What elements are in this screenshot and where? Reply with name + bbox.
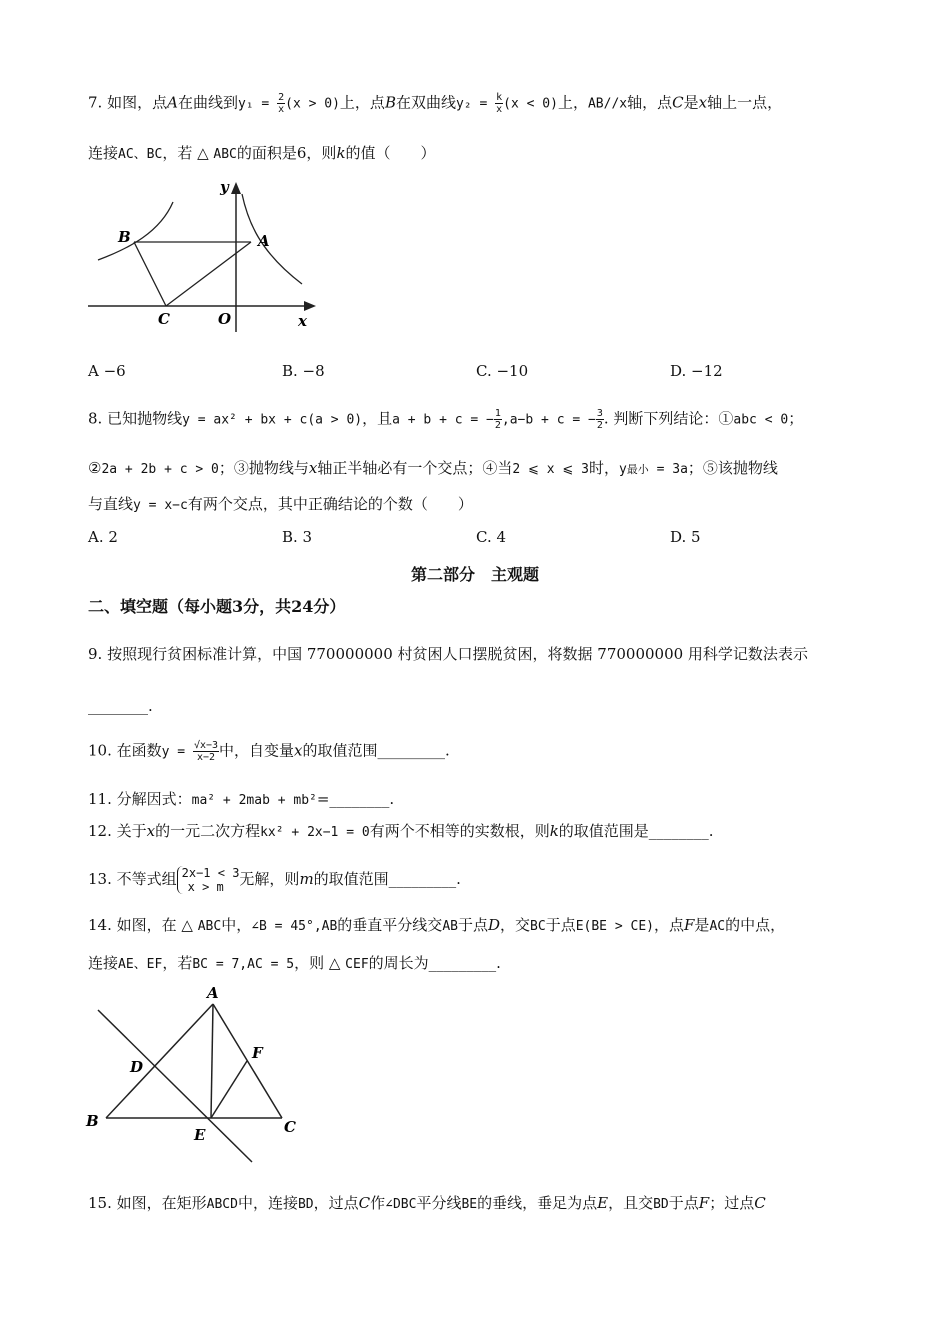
text: 11. 分解因式： — [88, 790, 192, 808]
curve-left — [98, 202, 173, 260]
label-e: E — [194, 1126, 206, 1144]
point-label: F — [684, 916, 695, 934]
text: 在曲线到 — [177, 93, 238, 112]
math: AE、EF — [118, 957, 163, 972]
math: BD — [653, 1197, 669, 1212]
text: 7. 如图，点 — [88, 93, 168, 112]
segment-ab — [106, 1004, 213, 1118]
q10-line — [88, 740, 450, 763]
text: ；过点 — [709, 1194, 755, 1212]
text: 的垂直平分线交 — [337, 916, 443, 934]
math: ∠B = 45°,AB — [251, 919, 338, 934]
text: 轴正半轴必有一个交点；④当 — [317, 459, 513, 477]
segment-bc — [134, 242, 166, 306]
curve-right — [242, 194, 302, 284]
q15-line1 — [88, 1193, 766, 1215]
text: ，则 △ — [294, 954, 346, 972]
text: 时， — [588, 459, 619, 477]
text: 有两个不相等的实数根，则 — [369, 822, 550, 840]
text: 于点 — [457, 916, 488, 934]
label-b: B — [118, 228, 131, 246]
math: y₂ = — [455, 96, 496, 112]
q9-line2: ________. — [88, 697, 153, 715]
label-f: F — [252, 1044, 263, 1062]
q14-figure — [80, 980, 310, 1165]
text: 平分线 — [416, 1194, 462, 1212]
text: 的取值范围_________. — [313, 870, 461, 888]
q8-line3 — [88, 494, 473, 516]
q8-line1 — [88, 408, 803, 431]
math: BD — [297, 1197, 314, 1212]
math: ABCD — [206, 1197, 238, 1212]
label-a: A — [258, 232, 270, 250]
text: ，过点 — [313, 1194, 359, 1212]
text: ，点 — [653, 916, 684, 934]
text: 于点 — [545, 916, 576, 934]
text: 的中点， — [725, 916, 786, 934]
text: ；③抛物线与 — [218, 459, 309, 477]
text: 连接 — [88, 954, 119, 972]
fraction: $\frac{1}{2}$ — [494, 408, 501, 431]
label-b: B — [86, 1112, 99, 1130]
point-label: C — [672, 93, 684, 112]
var-label: k — [336, 144, 346, 162]
text: ，若 — [162, 954, 193, 972]
text: 10. 在函数 — [88, 741, 162, 760]
text: 14. 如图，在 △ — [88, 916, 198, 934]
text: ； — [788, 409, 804, 428]
point-label: C — [358, 1194, 371, 1212]
math: BE — [461, 1197, 478, 1212]
text: 12. 关于 — [88, 822, 147, 840]
text: 上， — [557, 93, 588, 112]
point-label: C — [754, 1194, 766, 1212]
label-o: O — [218, 310, 232, 328]
text: 13. 不等式组 — [88, 870, 177, 888]
text: 中，连接 — [237, 1194, 298, 1212]
text: ，交 — [500, 916, 531, 934]
text: 作 — [370, 1194, 386, 1212]
section2-heading: 二、填空题（每小题3分，共24分） — [88, 597, 346, 616]
math: y₁ = — [237, 96, 278, 112]
segment-ac — [166, 242, 251, 306]
math: a + b + c = − — [392, 412, 494, 428]
math: AB — [442, 919, 458, 934]
part2-heading: 第二部分 主观题 — [410, 565, 539, 584]
math: kx² + 2x−1 = 0 — [260, 825, 370, 840]
q7-option-a: A −6 — [88, 362, 126, 380]
text: 是 — [683, 93, 699, 112]
text: ② — [88, 459, 102, 477]
text: ，且 — [362, 409, 393, 428]
q11-line — [88, 789, 394, 811]
math: = 3a — [648, 462, 688, 477]
math: (x < 0) — [503, 96, 558, 112]
math: ABC — [197, 919, 222, 934]
text: 轴，点 — [627, 93, 673, 112]
math: E(BE > CE) — [575, 919, 654, 934]
text: ，且交 — [608, 1194, 654, 1212]
text: 中， — [221, 916, 252, 934]
q8-option-d: D. 5 — [670, 528, 701, 546]
label-x: x — [298, 312, 307, 330]
segment-ae — [211, 1004, 213, 1118]
fraction: $\frac{k}{x}$ — [496, 92, 503, 115]
text: 连接 — [88, 144, 119, 162]
math: CEF — [345, 957, 369, 972]
text: 无解，则 — [239, 870, 300, 888]
q14-line2 — [88, 953, 501, 975]
var-label: x — [308, 459, 318, 477]
text: 于点 — [668, 1194, 699, 1212]
fraction: $\frac{2}{x}$ — [278, 92, 285, 115]
q7-option-b: B. −8 — [282, 362, 325, 380]
segment-ef — [211, 1061, 247, 1118]
text: =________. — [316, 790, 395, 808]
q8-line2 — [88, 458, 778, 480]
point-label: B — [384, 93, 396, 112]
label-c: C — [158, 310, 170, 328]
x-axis-arrow — [304, 301, 316, 311]
math: AC、BC — [118, 147, 163, 162]
text: 的垂线，垂足为点 — [477, 1194, 598, 1212]
segment-ac — [213, 1004, 282, 1118]
text: 有两个交点，其中正确结论的个数（ ） — [187, 495, 473, 513]
q9-line1: 9. 按照现行贫困标准计算，中国 770000000 村贫困人口摆脱贫困，将数据 770000000 用科学记数法表示 — [88, 645, 808, 663]
math: y = ax² + bx + c(a > 0) — [182, 412, 363, 428]
fraction: $\frac{3}{2}$ — [596, 408, 603, 431]
text: 是 — [694, 916, 710, 934]
point-label: D — [487, 916, 501, 934]
q14-line1 — [88, 915, 785, 937]
q8-option-a: A. 2 — [88, 528, 118, 546]
text: 的取值范围_________. — [302, 741, 450, 760]
math: 2a + 2b + c > 0 — [101, 462, 219, 477]
perpendicular-bisector — [98, 1010, 252, 1162]
text: 的值（ ） — [345, 144, 436, 162]
var-label: x — [698, 93, 708, 112]
math: ,a−b + c = − — [501, 412, 596, 428]
math: AC — [709, 919, 726, 934]
label-a: A — [207, 984, 219, 1002]
var-label: k — [549, 822, 559, 840]
text: 15. 如图，在矩形 — [88, 1194, 207, 1212]
math: abc < 0 — [733, 412, 789, 428]
q8-option-c: C. 4 — [476, 528, 507, 546]
q7-figure — [80, 172, 330, 332]
q12-line — [88, 821, 714, 843]
math: y = — [161, 744, 193, 760]
text: 8. 已知抛物线 — [88, 409, 183, 428]
text: 的取值范围是________. — [558, 822, 714, 840]
text: ；⑤该抛物线 — [687, 459, 778, 477]
var-label: m — [299, 870, 314, 888]
point-label: E — [597, 1194, 609, 1212]
math: BC = 7,AC = 5 — [192, 957, 295, 972]
q7-option-c: C. −10 — [476, 362, 529, 380]
q7-line2 — [88, 143, 436, 165]
point-label: F — [698, 1194, 710, 1212]
q7-line1 — [88, 92, 782, 115]
math: 2 ⩽ x ⩽ 3 — [512, 462, 589, 477]
inequality-system: 2x−1 < 3 x > m — [177, 866, 240, 894]
text: 与直线 — [88, 495, 134, 513]
text: 中，自变量 — [219, 741, 295, 760]
var-label: x — [294, 741, 303, 760]
text: 在双曲线 — [395, 93, 456, 112]
q8-option-b: B. 3 — [282, 528, 313, 546]
math: AB//x — [587, 96, 628, 112]
label-c: C — [284, 1118, 296, 1136]
q7-option-d: D. −12 — [670, 362, 723, 380]
label-d: D — [130, 1058, 144, 1076]
text: 的面积是6，则 — [236, 144, 337, 162]
text: 上，点 — [339, 93, 385, 112]
math: (x > 0) — [285, 96, 340, 112]
text: 的周长为_________. — [368, 954, 501, 972]
point-label: A — [167, 93, 178, 112]
math: ∠DBC — [385, 1197, 417, 1212]
label-y: y — [220, 178, 229, 196]
text: ，若 △ — [162, 144, 214, 162]
math: ABC — [213, 147, 237, 162]
var-label: x — [146, 822, 156, 840]
y-axis-arrow — [231, 182, 241, 194]
q13-line — [88, 866, 461, 894]
math: ma² + 2mab + mb² — [191, 793, 317, 808]
subscript: 最小 — [626, 463, 649, 476]
math: y — [618, 462, 627, 477]
fraction: $\frac{√x-3}{x-2}$ — [193, 740, 219, 763]
text: 轴上一点， — [707, 93, 783, 112]
math: y = x−c — [133, 498, 188, 513]
text: 的一元二次方程 — [155, 822, 261, 840]
text: . 判断下列结论：① — [603, 409, 734, 428]
math: BC — [530, 919, 546, 934]
